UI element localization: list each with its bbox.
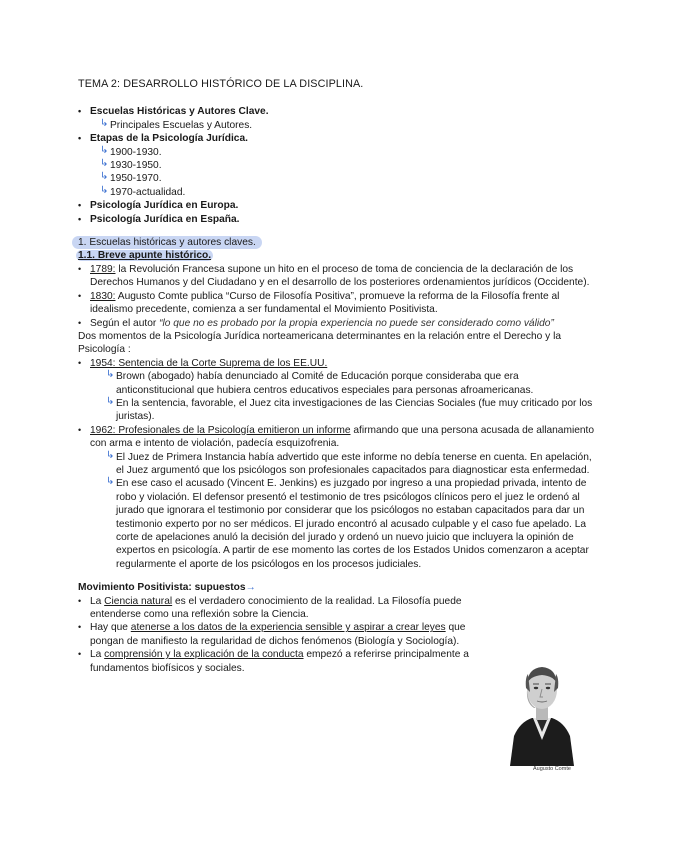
page-title: TEMA 2: DESARROLLO HISTÓRICO DE LA DISCIPLINA. [78,78,364,90]
photo-caption: Augusto Comte [533,766,571,772]
subsection-heading: 1.1. Breve apunte histórico. [78,250,212,262]
milestone-bullet: • 1954: Sentencia de la Corte Suprema de los EE.UU. [78,357,598,370]
arrow-icon: ↳ [100,117,109,129]
toc-subitem: ↳ 1930-1950. [100,158,162,172]
table-of-contents [78,105,598,226]
milestone-bullet: • 1962: Profesionales de la Psicología emitieron un informe afirmando que una persona acusada de allanamiento con arma e intento de violación, padecía esquizofrenia. [78,424,598,451]
history-bullet: • 1789: la Revolución Francesa supone un hito en el proceso de toma de conciencia de la declaración de los Derechos Humanos y del Ciudadano y en el desarrollo de los posteriores ordenamientos jurídicos (Occidente). [78,263,598,290]
section-heading: 1. Escuelas históricas y autores claves. [78,236,598,249]
toc-item: • Psicología Jurídica en Europa. [78,199,598,212]
positivism-bullet: • Hay que atenerse a los datos de la experiencia sensible y aspirar a crear leyes que pongan de manifiesto la regularidad de dichos fenómenos (Biología y Sociología). [78,621,488,648]
arrow-icon: ↳ [100,184,109,196]
portrait-photo [506,648,578,766]
toc-subitem: ↳ 1970-actualidad. [100,184,186,198]
arrow-icon: ↳ [106,476,115,488]
arrow-icon: ↳ [100,171,109,183]
toc-subitem: ↳ 1950-1970. [100,171,162,185]
milestone-detail: ↳ Brown (abogado) había denunciado al Comité de Educación porque consideraba que era anticonstitucional que hubiera centros educativos especiales para personas afroamericanas. [106,369,534,396]
positivism-bullet: • La comprensión y la explicación de la conducta empezó a referirse principalmente a fundamentos biofísicos y sociales. [78,648,488,675]
arrow-icon: ↳ [106,395,115,407]
milestone-detail: ↳ El Juez de Primera Instancia había advertido que este informe no debía tenerse en cuenta. En apelación, el Juez argumentó que los psicólogos son profesionales capacitados para diagnosticar esta enfermedad. [106,449,592,476]
positivism-block [78,581,488,675]
arrow-icon: ↳ [106,449,115,461]
paragraph: Dos momentos de la Psicología Jurídica norteamericana determinantes en la relación entre el Derecho y la Psicología : [78,330,562,356]
positivism-heading: Movimiento Positivista: supuestos→ [78,582,256,594]
arrow-icon: ↳ [100,144,109,156]
arrow-icon: ↳ [106,369,115,381]
arrow-icon: ↳ [100,158,109,170]
history-bullet: • 1830: Augusto Comte publica “Curso de Filosofía Positiva”, promueve la reforma de la Filosofía frente al idealismo precedente, comienza a ser fundamental el Movimiento Positivista. [78,290,598,317]
toc-subitem: ↳ Principales Escuelas y Autores. [100,117,253,131]
milestone-detail: ↳ En ese caso el acusado (Vincent E. Jenkins) es juzgado por ingreso a una propiedad privada, intento de robo y violación. El defensor presentó el testimonio de tres psicólogos clínicos pero el juez le ordenó al jurado que ignorara el testimonio por considerar que los psicólogos no estaban capacitados para dar un testimonio experto por no ser médicos. El jurado encontró al acusado culpable y el caso fue apelado. La corte de apelaciones anuló la decisión del jurado y ordenó un nuevo juicio que incluyera la opinión de expertos en psicología. A partir de ese momento las cortes de los Estados Unidos comenzaron a aceptar regularmente el aporte de los psicólogos en los procesos judiciales. [106,476,589,570]
toc-item: • Etapas de la Psicología Jurídica. [78,132,598,145]
document-page [78,78,598,675]
right-arrow-icon: → [245,582,256,594]
toc-item: • Psicología Jurídica en España. [78,213,598,226]
milestone-detail: ↳ En la sentencia, favorable, el Juez cita investigaciones de las Ciencias Sociales (fue muy criticado por los juristas). [106,395,593,423]
history-bullet: • Según el autor “lo que no es probado por la propia experiencia no puede ser considerado como válido” [78,317,598,330]
toc-subitem: ↳ 1900-1930. [100,144,162,158]
positivism-bullet: • La Ciencia natural es el verdadero conocimiento de la realidad. La Filosofía puede entenderse como una reflexión sobre la Ciencia. [78,595,488,622]
toc-item: • Escuelas Históricas y Autores Clave. [78,105,598,118]
